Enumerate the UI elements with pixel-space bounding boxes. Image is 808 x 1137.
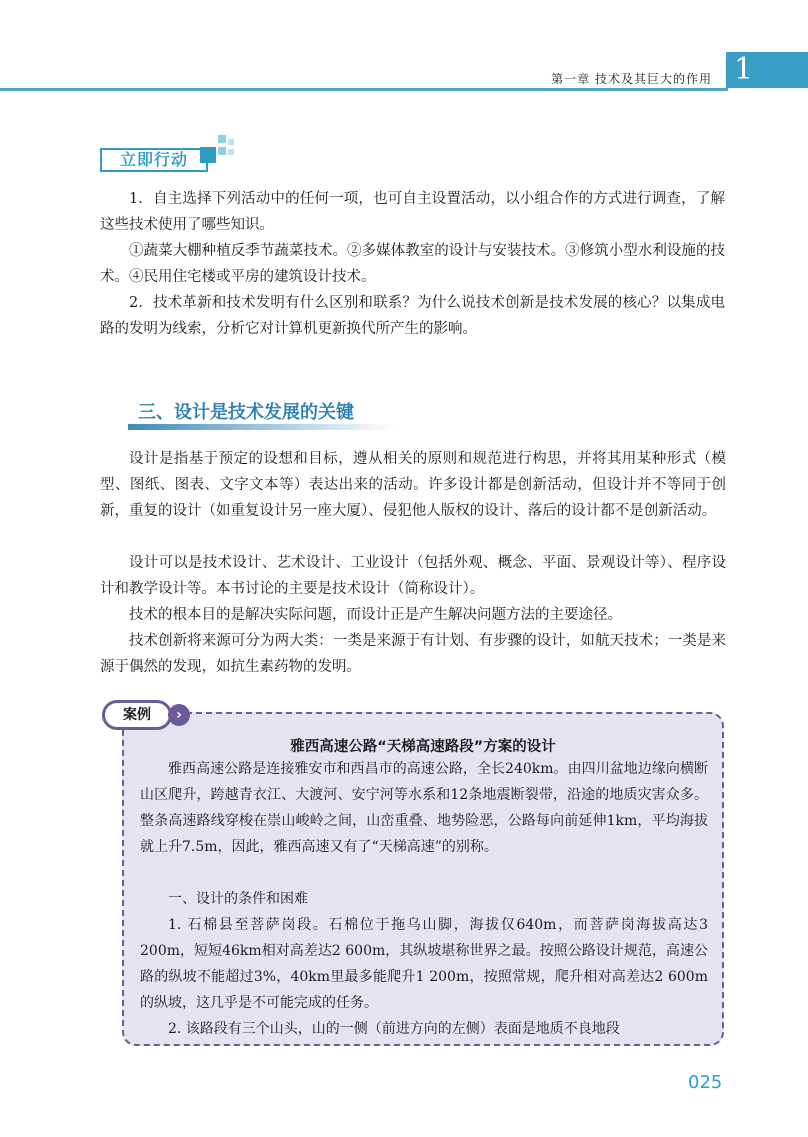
section-paragraph: 技术的根本目的是解决实际问题，而设计正是产生解决问题方法的主要途径。 bbox=[129, 607, 622, 623]
section-title: 三、设计是技术发展的关键 bbox=[138, 402, 354, 423]
action-paragraph: ①蔬菜大棚种植反季节蔬菜技术。②多媒体教室的设计与安装技术。③修筑小型水利设施的技术。④民用住宅楼或平房的建筑设计技术。 bbox=[100, 243, 725, 285]
action-heading: 立即行动 bbox=[100, 148, 208, 172]
case-paragraph: 2. 该路段有三个山头，山的一侧（前进方向的左侧）表面是地质不良地段 bbox=[168, 1021, 620, 1037]
case-tag bbox=[102, 700, 192, 730]
page-header bbox=[0, 0, 808, 92]
case-paragraph: 一、设计的条件和困难 bbox=[168, 891, 308, 907]
header-rule bbox=[0, 88, 728, 91]
section-title-underline bbox=[128, 424, 396, 430]
action-paragraph: 1．自主选择下列活动中的任何一项，也可自主设置活动，以小组合作的方式进行调查，了解这些技术使用了哪些知识。 bbox=[100, 191, 725, 233]
pixel-squares-icon bbox=[200, 133, 240, 169]
page-number: 025 bbox=[688, 1072, 723, 1093]
chapter-number-tab: 1 bbox=[726, 52, 808, 88]
case-title: 雅西高速公路“天梯高速路段”方案的设计 bbox=[290, 739, 556, 755]
case-tag-label: 案例 bbox=[102, 700, 172, 730]
case-paragraph: 雅西高速公路是连接雅安市和西昌市的高速公路，全长240km。由四川盆地边缘向横断山区爬升，跨越青衣江、大渡河、安宁河等水系和12条地震断裂带，沿途的地质灾害众多。整条高速路线穿梭在崇山峻岭之间，山峦重叠、地势险恶，公路每向前延伸1km，平均海拔就上升7.5m，因此，雅西高速又有了“天梯高速”的别称。 bbox=[140, 761, 708, 855]
case-paragraph: 1. 石棉县至菩萨岗段。石棉位于拖乌山脚，海拔仅640m，而菩萨岗海拔高达3 200m，短短46km相对高差达2 600m，其纵坡堪称世界之最。按照公路设计规范，高速公路的纵坡不能超过3%，40km里最多能爬升1 200m，按照常规，爬升相对高差达2 600m的纵坡，这几乎是不可能完成的任务。 bbox=[140, 917, 708, 1011]
chapter-title: 第一章 技术及其巨大的作用 bbox=[551, 72, 712, 86]
section-paragraph: 设计可以是技术设计、艺术设计、工业设计（包括外观、概念、平面、景观设计等）、程序设计和教学设计等。本书讨论的主要是技术设计（简称设计）。 bbox=[100, 555, 726, 597]
chevron-right-icon: › bbox=[168, 704, 190, 726]
section-paragraph: 设计是指基于预定的设想和目标，遵从相关的原则和规范进行构思，并将其用某种形式（模型、图纸、图表、文字文本等）表达出来的活动。许多设计都是创新活动，但设计并不等同于创新，重复的设计（如重复设计另一座大厦）、侵犯他人版权的设计、落后的设计都不是创新活动。 bbox=[100, 451, 726, 519]
section-paragraph: 技术创新将来源可分为两大类：一类是来源于有计划、有步骤的设计，如航天技术；一类是来源于偶然的发现，如抗生素药物的发明。 bbox=[100, 633, 726, 675]
action-paragraph: 2．技术革新和技术发明有什么区别和联系？为什么说技术创新是技术发展的核心？以集成电路的发明为线索，分析它对计算机更新换代所产生的影响。 bbox=[100, 295, 725, 337]
